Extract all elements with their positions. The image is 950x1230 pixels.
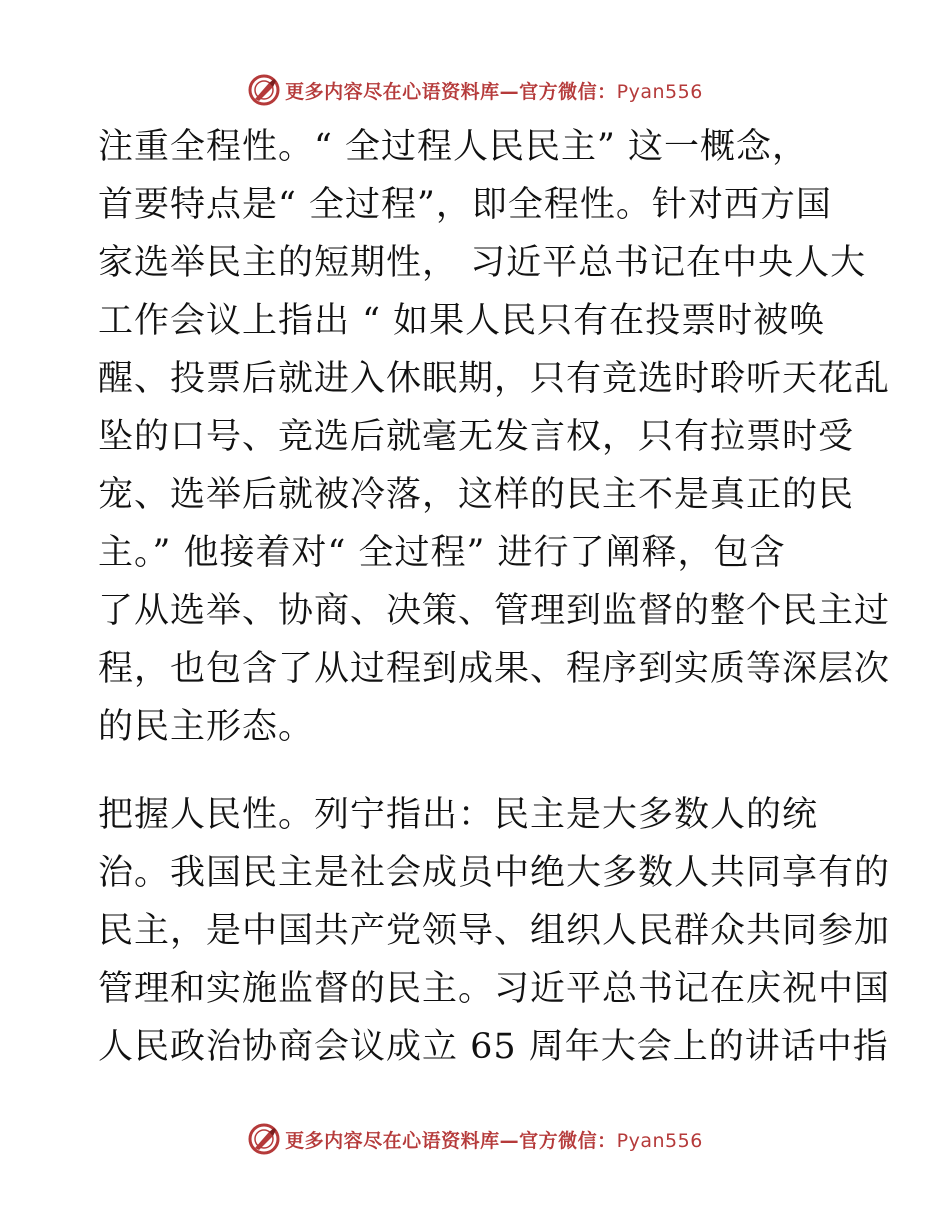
- watermark-wechat-handle: Pyan556: [616, 80, 703, 103]
- text-line: 程，也包含了从过程到成果、程序到实质等深层次: [98, 649, 891, 689]
- watermark-text: [285, 77, 703, 104]
- text-line: 首要特点是“ 全过程”，即全程性。针对西方国: [98, 185, 832, 225]
- header-watermark: [0, 72, 950, 108]
- text-line: 注重全程性。“ 全过程人民民主” 这一概念，: [98, 127, 809, 167]
- text-line: 人民政治协商会议成立 65 周年大会上的讲话中指: [98, 1027, 889, 1067]
- footer-watermark: [0, 1121, 950, 1157]
- watermark-wechat-handle: Pyan556: [616, 1129, 703, 1152]
- text-line: 民主，是中国共产党领导、组织人民群众共同参加: [98, 911, 891, 951]
- text-line: 主。” 他接着对“ 全过程” 进行了阐释，包含: [98, 533, 786, 573]
- text-line: 管理和实施监督的民主。习近平总书记在庆祝中国: [98, 969, 891, 1009]
- text-line: 了从选举、协商、决策、管理到监督的整个民主过: [98, 591, 891, 631]
- pen-nib-logo-icon: [247, 73, 281, 107]
- text-line: 治。我国民主是社会成员中绝大多数人共同享有的: [98, 853, 891, 893]
- watermark-text-cn: 更多内容尽在心语资料库—官方微信：: [285, 80, 617, 103]
- paragraph-full-process: [98, 118, 891, 756]
- document-body: [98, 118, 891, 1076]
- paragraph-people-oriented: [98, 786, 891, 1076]
- text-line: 的民主形态。: [98, 707, 315, 747]
- text-line: 坠的口号、竞选后就毫无发言权，只有拉票时受: [98, 417, 855, 457]
- text-line: 醒、投票后就进入休眠期，只有竞选时聆听天花乱: [98, 359, 891, 399]
- text-line: 宠、选举后就被冷落，这样的民主不是真正的民: [98, 475, 855, 515]
- text-line: 家选举民主的短期性， 习近平总书记在中央人大: [98, 243, 867, 283]
- pen-nib-logo-icon: [247, 1122, 281, 1156]
- text-line: 把握人民性。列宁指出：民主是大多数人的统: [98, 795, 819, 835]
- text-line: 工作会议上指出 “ 如果人民只有在投票时被唤: [98, 301, 826, 341]
- watermark-text: [285, 1126, 703, 1153]
- watermark-text-cn: 更多内容尽在心语资料库—官方微信：: [285, 1129, 617, 1152]
